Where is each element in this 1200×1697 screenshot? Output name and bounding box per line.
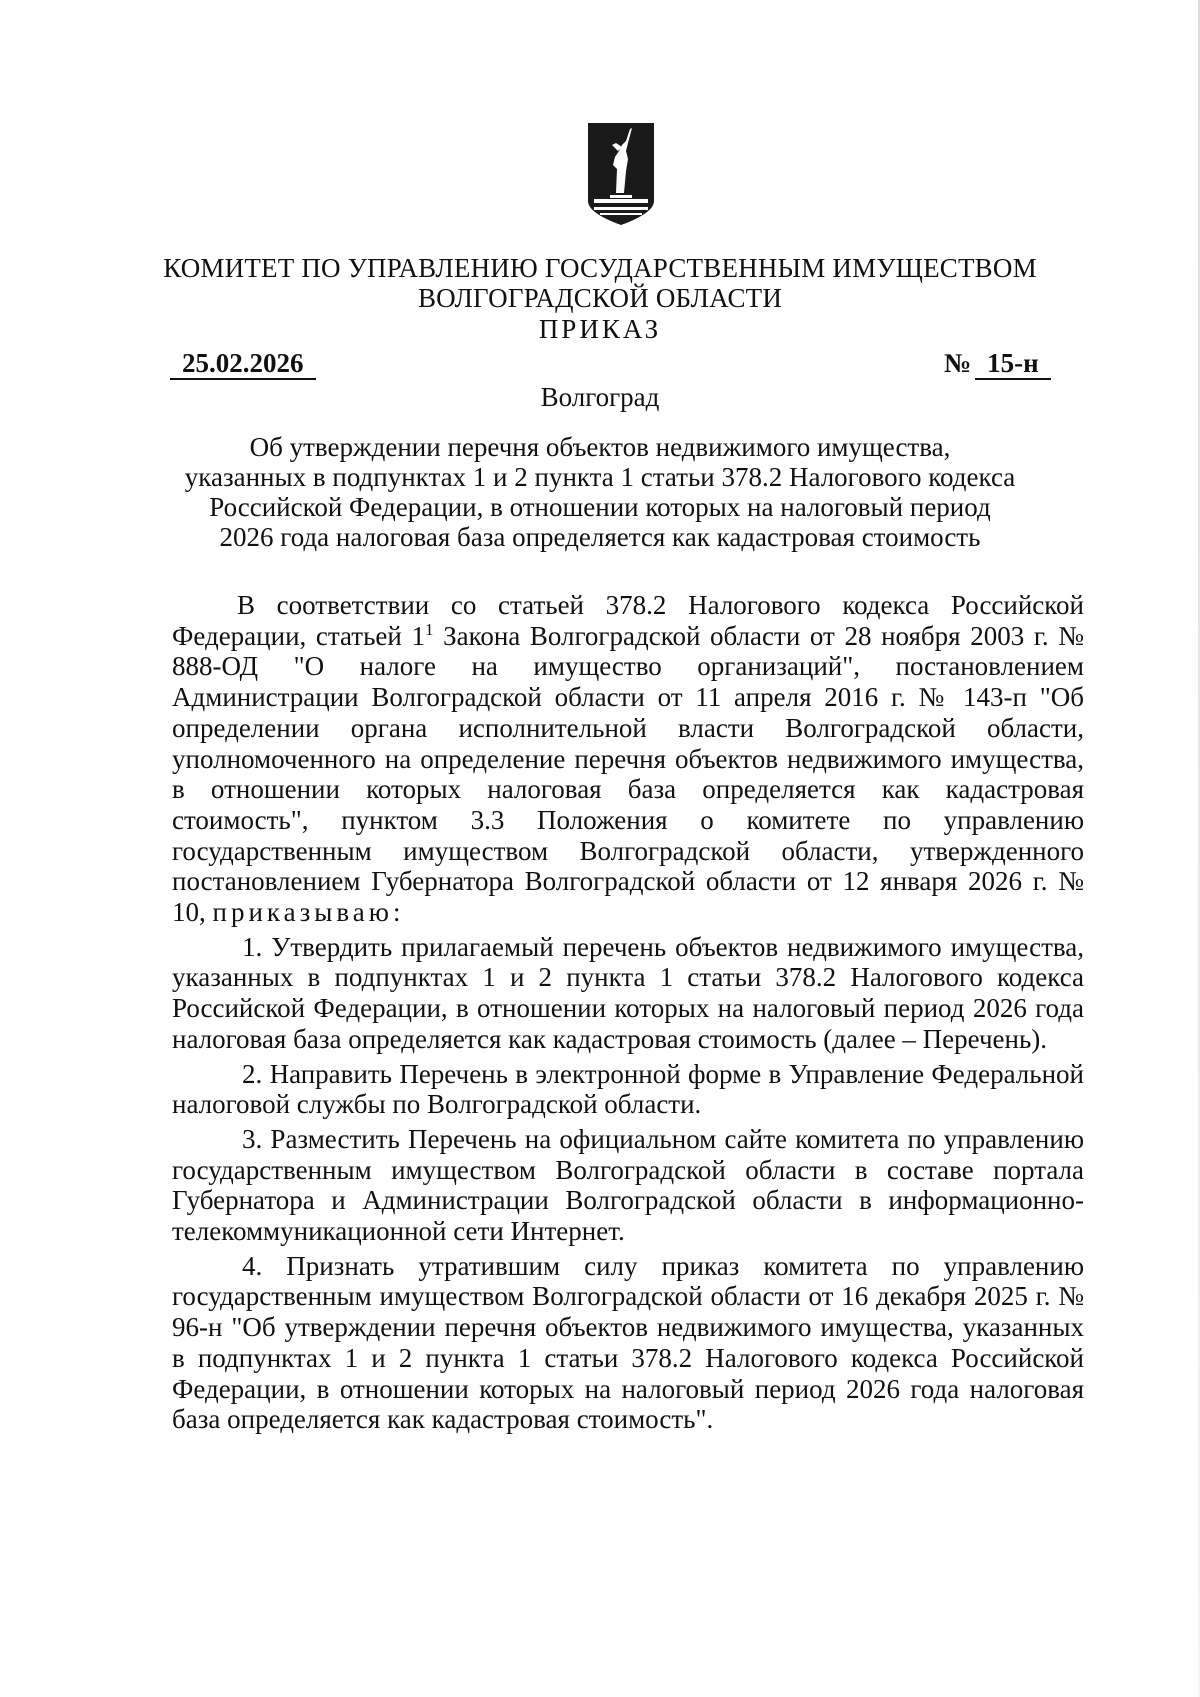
subject-line: Об утверждении перечня объектов недвижимого имущества, (249, 432, 951, 462)
document-type: ПРИКАЗ (538, 314, 662, 344)
preamble-text-1: В соответствии со статьей 378.2 Налогового кодекса Российской Федерации, статьей 1 (172, 590, 1084, 651)
document-subject (100, 432, 1100, 552)
order-item-2: 2. Направить Перечень в электронной форме в Управление Федеральной налоговой службы по Волгоградской области. (172, 1058, 1084, 1120)
number-value: 15-н (975, 348, 1051, 380)
document-number (944, 348, 1051, 380)
subject-line: Российской Федерации, в отношении которых на налоговый период (209, 492, 991, 522)
city-name: Волгоград (540, 382, 660, 412)
superscript: 1 (424, 619, 434, 639)
document-date: 25.02.2026 (170, 348, 316, 380)
order-word: приказываю (212, 897, 393, 928)
order-item-1: 1. Утвердить прилагаемый перечень объектов недвижимого имущества, указанных в подпунктах 1 и 2 пункта 1 статьи 378.2 Налогового кодекса Российской Федерации, в отношении которых на налоговый период 2026 года налоговая база определяется как кадастровая стоимость (далее – Перечень). (172, 931, 1084, 1054)
order-item-4: 4. Признать утратившим силу приказ комитета по управлению государственным имуществом Волгоградской области от 16 декабря 2025 г. № 96-н "Об утверждении перечня объектов недвижимого имущества, указанных в подпунктах 1 и 2 пункта 1 статьи 378.2 Налогового кодекса Российской Федерации, в отношении которых на налоговый период 2026 года налоговая база определяется как кадастровая стоимость". (172, 1250, 1084, 1435)
number-prefix: № (944, 348, 972, 378)
preamble-paragraph (172, 590, 1084, 928)
organization-name (100, 253, 1100, 313)
volgograd-coat-of-arms-icon (586, 121, 656, 227)
order-item-3: 3. Разместить Перечень на официальном сайте комитета по управлению государственным имуществом Волгоградской области в составе портала Губернатора и Администрации Волгоградской области в информационно-телекоммуникационной сети Интернет. (172, 1123, 1084, 1247)
preamble-text-2: Закона Волгоградской области от 28 ноября 2003 г. № 888-ОД "О налоге на имущество организаций", постановлением Администрации Волгоградской области от 11 апреля 2016 г. № 143-п "Об определении органа исполнительной власти Волгоградской области, уполномоченного на определение перечня объектов недвижимого имущества, в отношении которых налоговая база определяется как кадастровая стоимость", пунктом 3.3 Положения о комитете по управлению государственным имуществом Волгоградской области, утвержденного постановлением Губернатора Волгоградской области от 12 января 2026 г. № 10, (172, 620, 1084, 928)
subject-line: указанных в подпунктах 1 и 2 пункта 1 статьи 378.2 Налогового кодекса (184, 462, 1016, 492)
organization-line-1: КОМИТЕТ ПО УПРАВЛЕНИЮ ГОСУДАРСТВЕННЫМ ИМУЩЕСТВОМ (163, 253, 1037, 283)
document-body (172, 590, 1084, 1435)
organization-line-2: ВОЛГОГРАДСКОЙ ОБЛАСТИ (417, 283, 783, 313)
preamble-end: : (392, 897, 401, 928)
subject-line: 2026 года налоговая база определяется как кадастровая стоимость (219, 522, 981, 552)
